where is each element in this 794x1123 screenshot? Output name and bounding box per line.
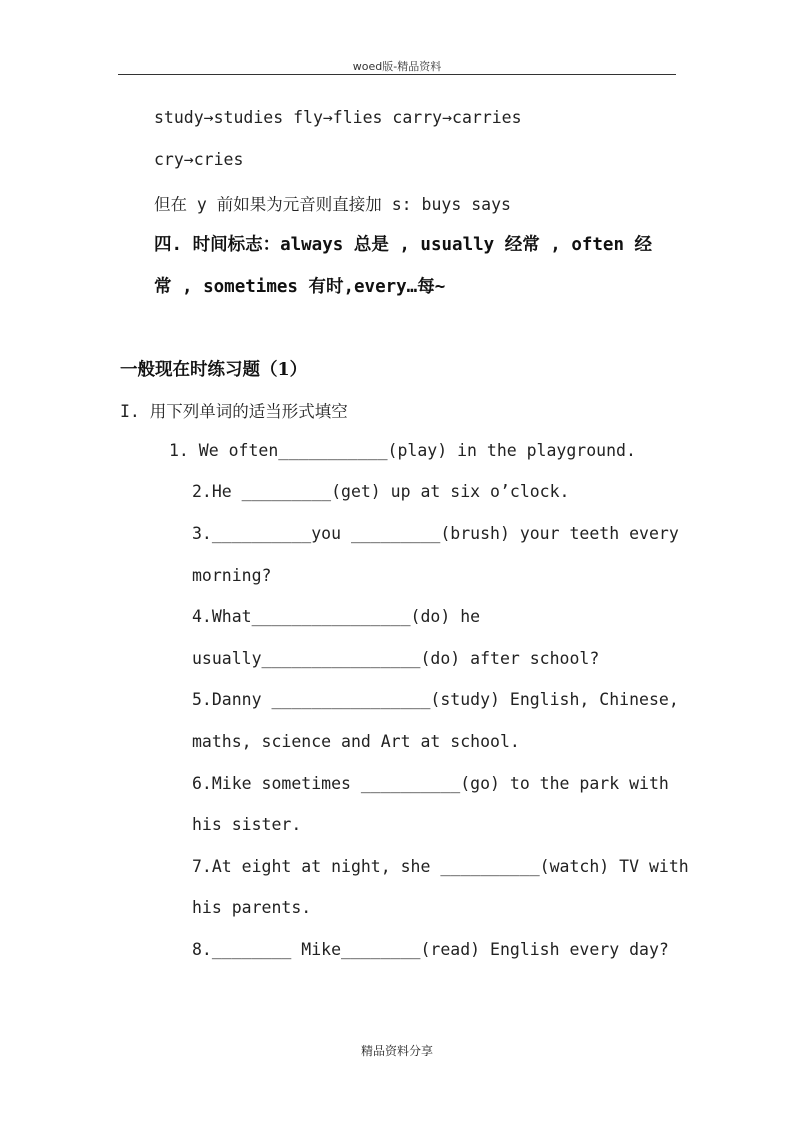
rule-line-1: study→studies fly→flies carry→carries	[154, 108, 522, 127]
exercise-4-line-1: 4.What________________(do) he	[192, 607, 481, 626]
section-title: 一般现在时练习题（1）	[120, 360, 308, 380]
exercise-7-line-2: his parents.	[192, 898, 312, 917]
exercise-6-line-1: 6.Mike sometimes __________(go) to the park with	[192, 774, 669, 793]
exercise-3-line-2: morning?	[192, 566, 272, 585]
exercise-8: 8.________ Mike________(read) English every day?	[192, 940, 669, 959]
exercise-4-line-2: usually________________(do) after school?	[192, 649, 600, 668]
time-markers-line-2: 常 , sometimes 有时,every…每~	[154, 277, 446, 297]
header-divider	[118, 74, 676, 75]
exercise-7-line-1: 7.At eight at night, she __________(watch) TV with	[192, 857, 689, 876]
page-footer: 精品资料分享	[360, 1044, 433, 1058]
exercise-5-line-2: maths, science and Art at school.	[192, 732, 520, 751]
page-header-title: woed版-精品资料	[352, 60, 442, 73]
exercise-2: 2.He _________(get) up at six o’clock.	[192, 482, 570, 501]
part-title: I. 用下列单词的适当形式填空	[120, 402, 348, 421]
exercise-6-line-2: his sister.	[192, 815, 302, 834]
rule-line-2: cry→cries	[154, 150, 244, 169]
rule-line-3: 但在 y 前如果为元音则直接加 s: buys says	[154, 195, 511, 214]
exercise-1: 1. We often___________(play) in the playground.	[169, 441, 636, 460]
exercise-3-line-1: 3.__________you _________(brush) your teeth every	[192, 524, 679, 543]
exercise-5-line-1: 5.Danny ________________(study) English, Chinese,	[192, 690, 679, 709]
time-markers-line-1: 四. 时间标志：always 总是 , usually 经常 , often 经	[154, 235, 653, 255]
